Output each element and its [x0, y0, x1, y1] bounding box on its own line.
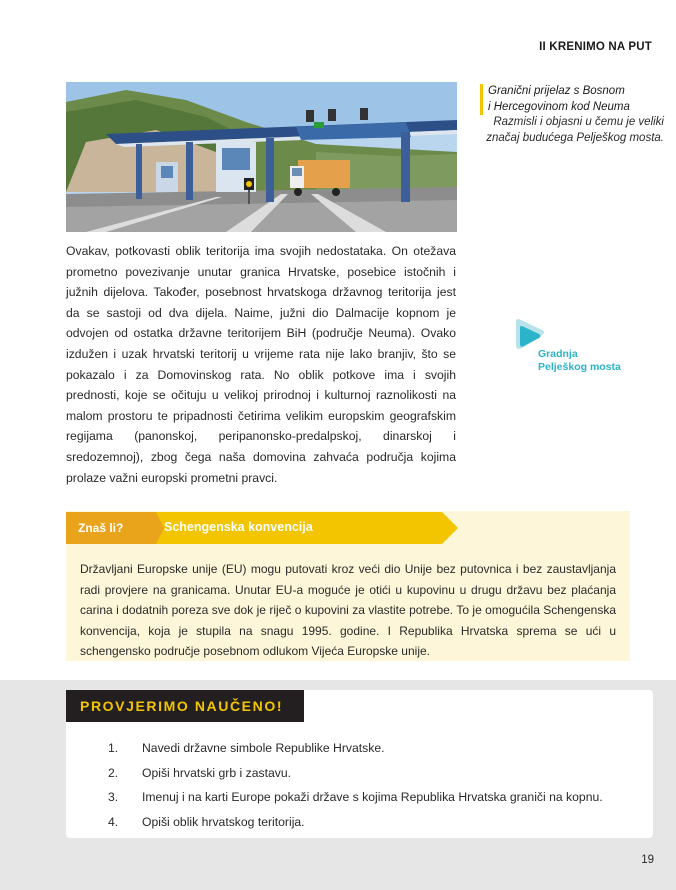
- question-text: Imenuj i na karti Europe pokaži države s kojima Republika Hrvatska graniči na kopnu.: [142, 790, 603, 804]
- review-title: PROVJERIMO NAUČENO!: [66, 690, 304, 722]
- question-number: 4.: [108, 814, 119, 829]
- page-number: 19: [641, 854, 654, 866]
- did-you-know-tag: Znaš li?: [66, 512, 156, 544]
- video-label: Gradnja Pelješkog mosta: [538, 348, 621, 373]
- review-question: [108, 741, 648, 766]
- border-crossing-photo: [66, 82, 457, 232]
- body-paragraph: Ovakav, potkovasti oblik teritorija ima svojih nedostataka. On otežava prometno povezivanje unutar granica Hrvatske, posebice istočnih i južnih dijelova. Također, posebnost hrvatskoga državnog teritorija jest da se sastoji od dva dijela. Naime, južni dio Dalmacije kopnom je odvojen od ostatka državne teritorijem BiH (područje Neuma). Ovako izdužen i uzak hrvatski teritorij u vrijeme rata nije lako branjiv, što se pokazalo i za Domovinskog rata. No oblik potkove ima i svojih prednosti, koje se očituju u velikoj prirodnoj i kulturnoj raznolikosti na malom prostoru te pripadnosti četirima velikim europskim geografskim regijama (panonskoj, peripanonsko-predalpskoj, dinarskoj i sredozemnoj), zbog čega naša domovina zahvaća područja kojima prolaze važni europski prometni pravci.: [66, 244, 456, 485]
- chapter-title: II KRENIMO NA PUT: [539, 41, 652, 53]
- did-you-know-header: [66, 512, 460, 544]
- video-link[interactable]: [512, 318, 652, 378]
- question-number: 2.: [108, 765, 119, 780]
- question-number: 3.: [108, 790, 119, 804]
- question-number: 1.: [108, 741, 119, 755]
- caption-question: Razmisli i objasni u čemu je veliki značaj budućega Pelješkog mosta.: [486, 116, 664, 144]
- question-text: Opiši hrvatski grb i zastavu.: [142, 765, 292, 780]
- review-question: [108, 766, 648, 791]
- caption-title: Granični prijelaz s Bosnom i Hercegovinom kod Neuma: [480, 84, 670, 115]
- did-you-know-box: [66, 511, 630, 661]
- question-text: Navedi državne simbole Republike Hrvatske.: [142, 741, 385, 755]
- review-question: [108, 790, 648, 815]
- photo-caption: [478, 84, 670, 146]
- did-you-know-title: Schengenska konvencija: [164, 520, 313, 534]
- did-you-know-text: Državljani Europske unije (EU) mogu putovati kroz veći dio Unije bez putovnica i bez zaustavljanja radi provjere na granicama. Unutar EU-a moguće je otići u kupovinu u drugu državu bez plaćanja carina i dodatnih poreza sve dok je riječ o kupovini za vlastite potrebe. To je omogućila Schengenska konvencija, koja je stupila na snagu 1995. godine. I Republika Hrvatska sprema se ući u schengensko područje posebnom odlukom Vijeća Europske unije.: [80, 562, 616, 658]
- question-text: Opiši oblik hrvatskog teritorija.: [142, 814, 305, 829]
- review-question: [108, 815, 648, 840]
- review-questions: [108, 741, 648, 839]
